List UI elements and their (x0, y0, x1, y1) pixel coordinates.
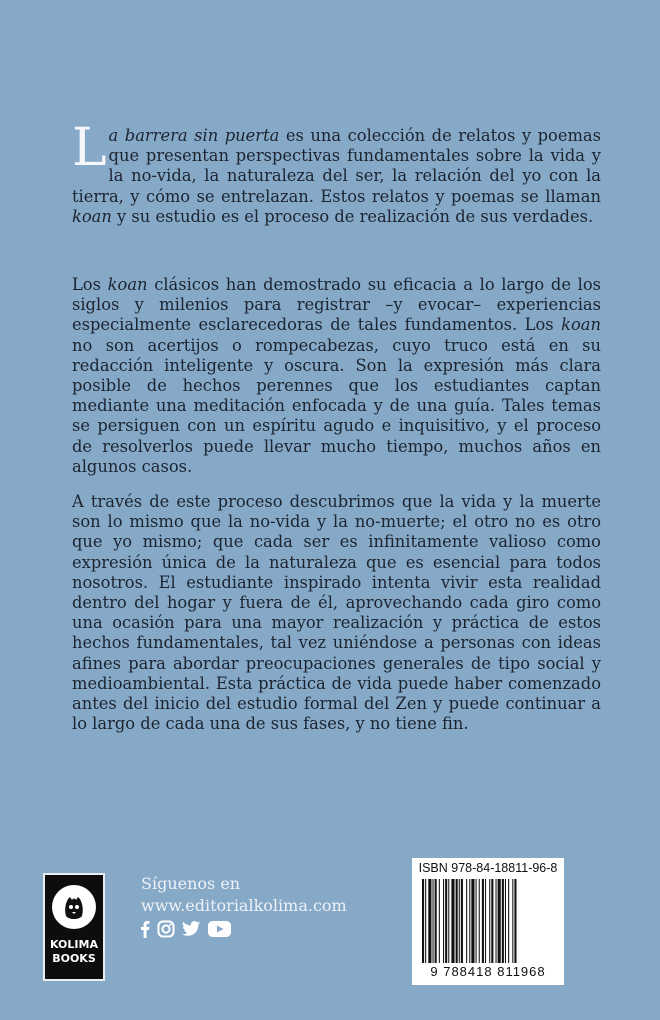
barcode-bar (428, 879, 431, 963)
kolima-books-logo (43, 873, 105, 981)
social-icons (140, 920, 231, 942)
barcode-bar (498, 879, 501, 963)
paragraph-1-text: es una colección de relatos y poemas que presentan perspectivas fundamentales sobre la vida y la no-vida, la naturaleza del ser, la relación del yo con la tierra, y cómo se entrelazan. Estos relatos y poemas se llaman (72, 126, 601, 206)
youtube-icon[interactable] (208, 921, 231, 941)
barcode-bar (435, 879, 437, 963)
paragraph-1 (72, 118, 601, 227)
barcode-bar (479, 879, 480, 963)
barcode-bar (514, 879, 516, 963)
paragraph-2-block (72, 275, 601, 477)
twitter-icon[interactable] (182, 921, 201, 941)
paragraph-3-block (72, 492, 601, 734)
barcode-bar (439, 879, 440, 963)
barcode-bar (512, 879, 513, 963)
logo-line-1: KOLIMA (50, 938, 98, 951)
paragraph-2-text: clásicos han demostrado su eficacia a lo largo de los siglos y milenios para registrar –y evocar– experiencias especialmente esclarecedoras de tales fundamentos. Los (72, 275, 601, 335)
barcode-bar (459, 879, 460, 963)
barcode-bar (456, 879, 458, 963)
website-link[interactable]: www.editorialkolima.com (141, 896, 347, 915)
back-cover-text (72, 118, 601, 227)
barcode-bar (433, 879, 434, 963)
koan-term: koan (561, 315, 601, 335)
isbn-label: ISBN 978-84-18811-96-8 (418, 861, 558, 875)
book-title: a barrera sin puerta (108, 126, 280, 145)
barcode-bar (448, 879, 449, 963)
follow-block (141, 873, 347, 917)
paragraph-2-start: Los (72, 275, 108, 294)
koan-term: koan (72, 206, 112, 226)
barcode-bar (451, 879, 454, 963)
barcode-bar (471, 879, 474, 963)
paragraph-1-end: y su estudio es el proceso de realización de sus verdades. (111, 206, 594, 226)
barcode-bar (443, 879, 444, 963)
koan-term: koan (107, 275, 148, 294)
barcode-bar (476, 879, 477, 963)
barcode-bar (496, 879, 497, 963)
barcode-bar (505, 879, 506, 963)
barcode-bar (485, 879, 486, 963)
barcode-bar (502, 879, 504, 963)
barcode-bar (489, 879, 490, 963)
paragraph-2-end: no son acertijos o rompecabezas, cuyo truco está en su redacción inteligente y oscura. Son la expresión más clara posible de hechos perennes que los estudiantes captan mediante una meditación enfocada y de una guía. Tales temas se persiguen con un espíritu agudo e inquisitivo, y el proceso de resolverlos puede llevar mucho tiempo, muchos años en algunos casos. (72, 335, 601, 476)
instagram-icon[interactable] (157, 920, 175, 942)
barcode-bar (461, 879, 463, 963)
barcode-bar (466, 879, 467, 963)
barcode-bar (482, 879, 484, 963)
isbn-barcode (412, 858, 564, 985)
facebook-icon[interactable] (140, 920, 150, 942)
follow-label: Síguenos en (141, 874, 241, 893)
barcode-bar (425, 879, 426, 963)
barcode-bar (469, 879, 470, 963)
drop-cap: L (72, 118, 107, 178)
logo-line-2: BOOKS (52, 952, 96, 965)
barcode-digits: 9 788418 811968 (430, 964, 546, 979)
barcode-bar (445, 879, 447, 963)
barcode-bar (491, 879, 493, 963)
paragraph-2 (72, 275, 601, 477)
barcode-icon (422, 879, 556, 963)
barcode-bar (422, 879, 424, 963)
barcode-bar (508, 879, 509, 963)
dog-emblem-icon (52, 885, 96, 929)
paragraph-3: A través de este proceso descubrimos que la vida y la muerte son lo mismo que la no-vida y la no-muerte; el otro no es otro que yo mismo; que cada ser es infinitamente valioso como expresión única de la naturaleza que es esencial para todos nosotros. El estudiante inspirado intenta vivir esta realidad dentro del hogar y fuera de él, aprovechando cada giro como una ocasión para una mayor realización y práctica de estos hechos fundamentales, tal vez uniéndose a personas con ideas afines para abordar preocupaciones generales de tipo social y medioambiental. Esta práctica de vida puede haber comenzado antes del inicio del estudio formal del Zen y puede continuar a lo largo de cada una de sus fases, y no tiene fin. (72, 492, 601, 734)
